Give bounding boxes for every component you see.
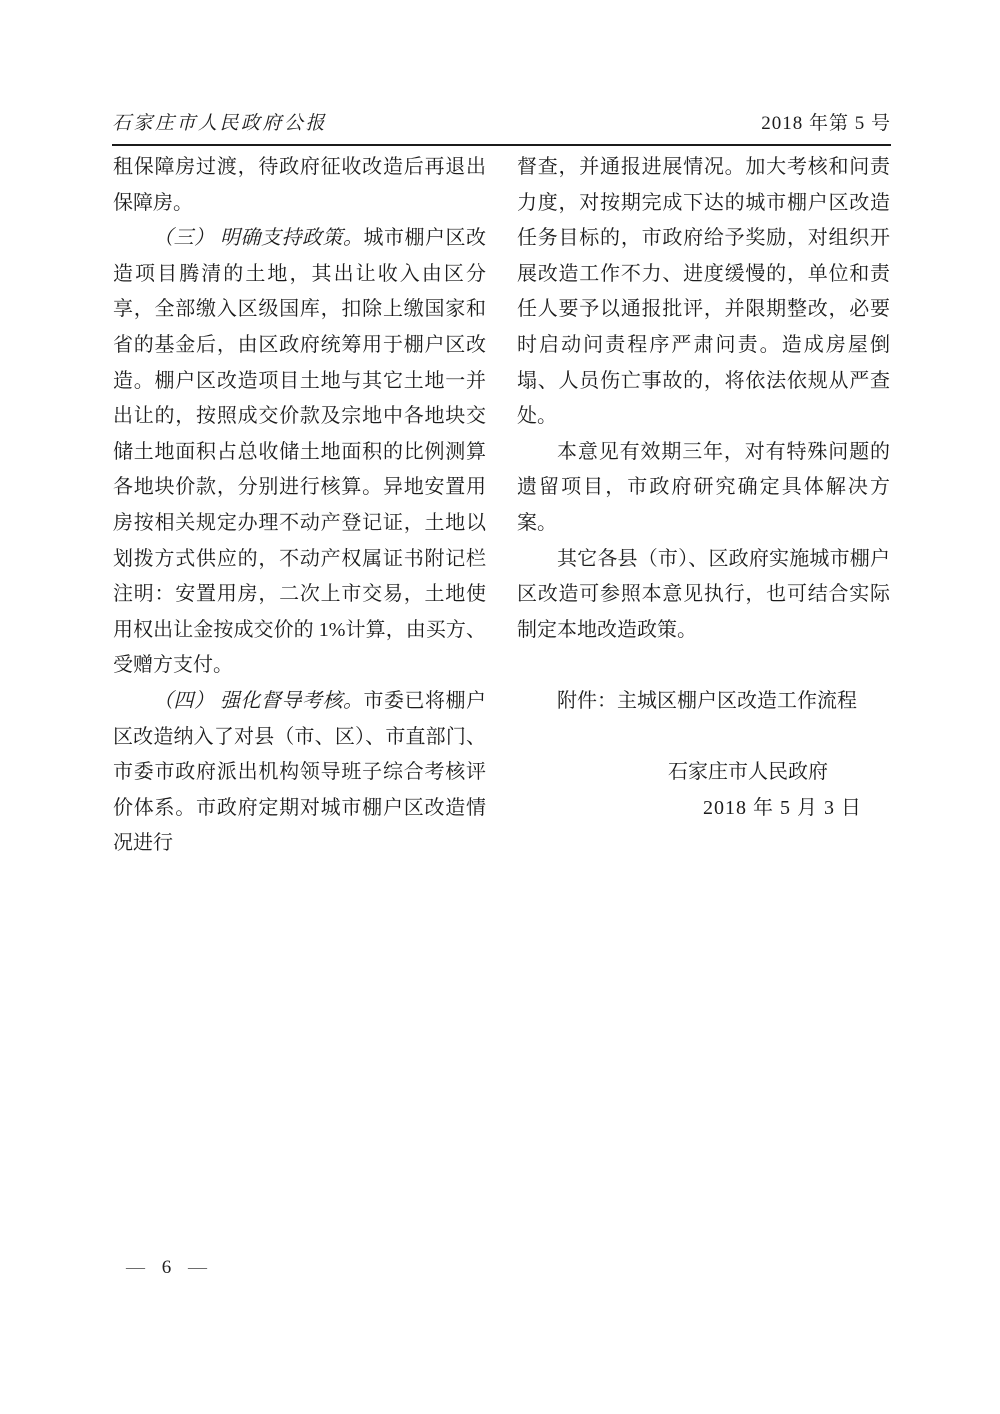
text-segment: 租保障房过渡，待政府征收改造后再退出保障房。 — [113, 156, 486, 214]
signature-date: 2018 年 5 月 3 日 — [703, 796, 862, 819]
paragraph — [113, 150, 486, 221]
paragraph — [517, 435, 890, 542]
left-column — [113, 150, 486, 862]
document-body — [113, 150, 890, 862]
issue-label: 2018 年第 5 号 — [761, 113, 891, 134]
text-segment: 市委已将棚户区改造纳入了对县（市、区）、市直部门、市委市政府派出机构领导班子综合考核评价体系。市政府定期对城市棚户区改造情况进行 — [113, 689, 486, 855]
attachment-line: 附件：主城区棚户区改造工作流程 — [557, 689, 857, 712]
footer-dash-right: — — [188, 1257, 207, 1278]
signature-issuer: 石家庄市人民政府 — [668, 761, 828, 784]
page-footer — [126, 1257, 207, 1279]
paragraph — [113, 221, 486, 684]
paragraph — [517, 150, 890, 435]
page-header — [112, 108, 891, 146]
gazette-title: 石家庄市人民政府公报 — [112, 113, 328, 134]
paragraph — [113, 684, 486, 862]
left-column-paragraphs — [113, 150, 486, 862]
text-segment: 本意见有效期三年，对有特殊问题的遗留项目，市政府研究确定具体解决方案。 — [517, 440, 890, 534]
subheading-segment: （三） 明确支持政策。 — [153, 227, 364, 250]
text-segment: 城市棚户区改造项目腾清的土地，其出让收入由区分享，全部缴入区级国库，扣除上缴国家和省的基金后，由区政府统筹用于棚户区改造。棚户区改造项目土地与其它土地一并出让的，按照成交价款及宗地中各地块交储土地面积占总收储土地面积的比例测算各地块价款，分别进行核算。异地安置用房按相关规定办理不动产登记证，土地以划拨方式供应的，不动产权属证书附记栏注明：安置用房，二次上市交易，土地使用权出让金按成交价的 1%计算，由买方、受赠方支付。 — [113, 227, 486, 677]
page-number: 6 — [161, 1257, 172, 1278]
signature-block — [517, 755, 890, 826]
text-segment: 督查，并通报进展情况。加大考核和问责力度，对按期完成下达的城市棚户区改造任务目标的，市政府给予奖励，对组织开展改造工作不力、进度缓慢的，单位和责任人要予以通报批评，并限期整改，必要时启动问责程序严肃问责。造成房屋倒塌、人员伤亡事故的，将依法依规从严查处。 — [517, 156, 890, 428]
paragraph — [517, 542, 890, 649]
footer-dash-left: — — [126, 1257, 145, 1278]
subheading-segment: （四） 强化督导考核。 — [153, 689, 364, 712]
right-column — [517, 150, 890, 862]
text-segment: 其它各县（市）、区政府实施城市棚户区改造可参照本意见执行，也可结合实际制定本地改造政策。 — [517, 547, 890, 641]
right-column-paragraphs — [517, 150, 890, 648]
